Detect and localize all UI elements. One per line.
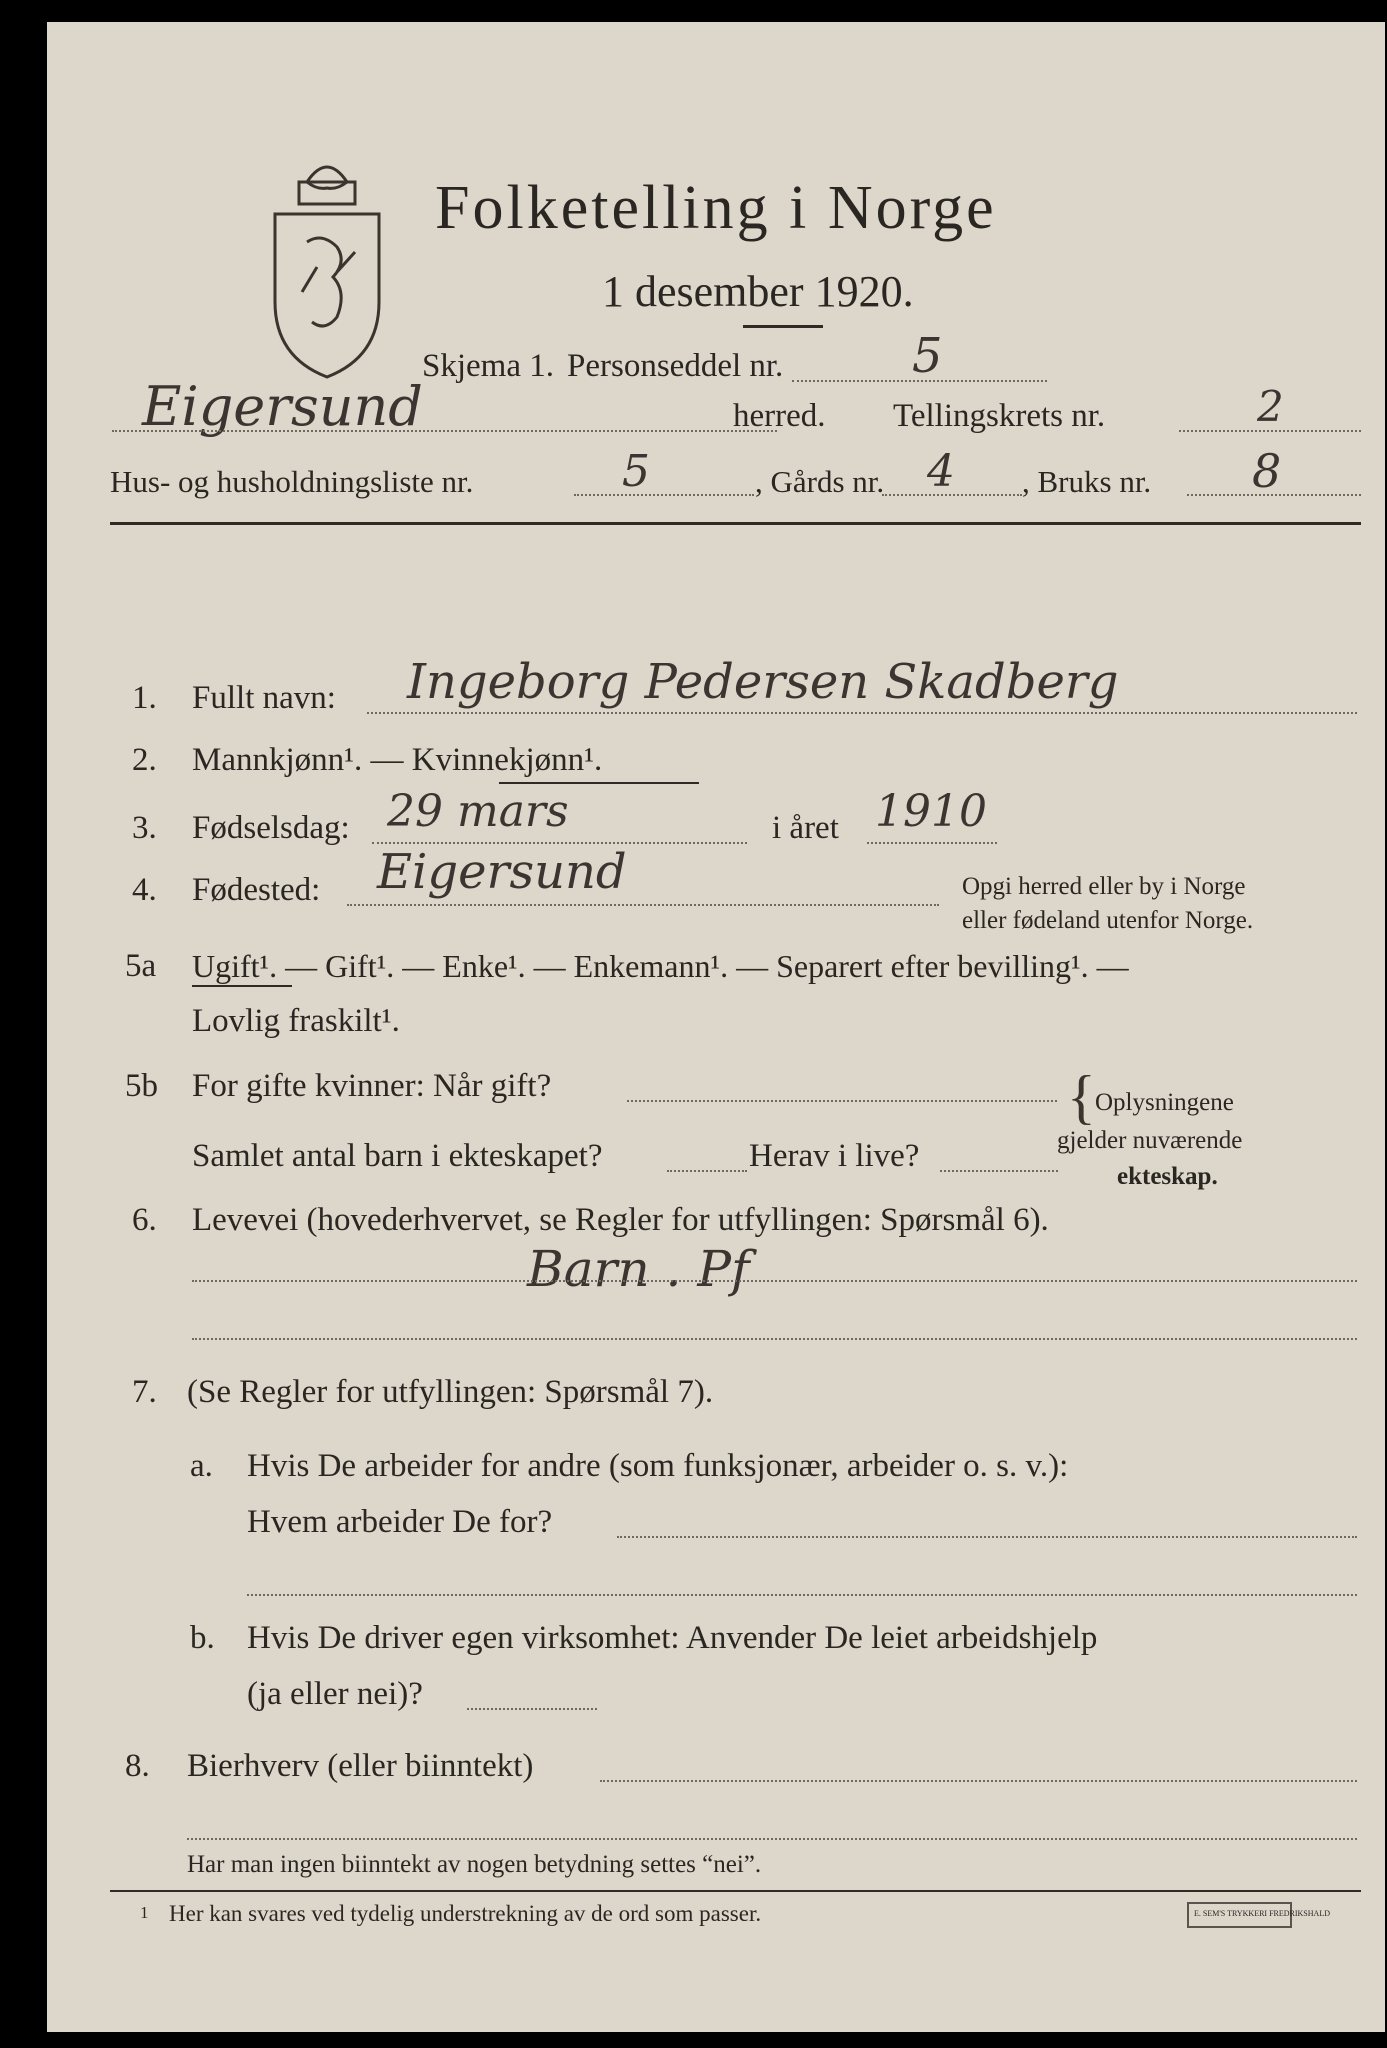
- gards-label: , Gårds nr.: [755, 464, 885, 499]
- q6-number: 6.: [132, 1202, 157, 1238]
- q5b-note-line3: ekteskap.: [1117, 1163, 1218, 1190]
- biinntekt-note: Har man ingen biinntekt av nogen betydning settes “nei”.: [187, 1851, 762, 1878]
- herred-label: herred.: [733, 398, 826, 434]
- q5a-number: 5a: [125, 948, 157, 984]
- q3-year-label: i året: [772, 810, 839, 846]
- footnote-mark: 1: [140, 1903, 149, 1922]
- q2-number: 2.: [132, 742, 157, 778]
- bruks-value: 8: [1252, 444, 1282, 498]
- q4-number: 4.: [132, 872, 157, 908]
- q6-label: Levevei (hovederhvervet, se Regler for utfyllingen: Spørsmål 6).: [192, 1202, 1049, 1238]
- q7a-field-line-2: [247, 1594, 1357, 1596]
- q7a-line2: Hvem arbeider De for?: [247, 1504, 553, 1540]
- birthplace-value: Eigersund: [377, 844, 627, 900]
- q5b-children-field-line: [667, 1170, 747, 1172]
- full-name-value: Ingeborg Pedersen Skadberg: [407, 654, 1119, 710]
- gards-value: 4: [927, 446, 955, 497]
- q5b-alive-field-line: [940, 1170, 1058, 1172]
- q6-field-line-1: [192, 1280, 1357, 1282]
- q5b-alive-label: Herav i live?: [749, 1138, 920, 1174]
- q8-field-line-1: [600, 1780, 1357, 1782]
- municipality-field-line: [112, 430, 777, 432]
- hus-label: Hus- og husholdningsliste nr.: [110, 464, 474, 499]
- kvinnekjonn-underline: [499, 782, 699, 784]
- header-divider: [110, 522, 1361, 525]
- q4-note-line2: eller fødeland utenfor Norge.: [962, 907, 1254, 934]
- q5b-married-field-line: [627, 1100, 1057, 1102]
- q1-field-line: [367, 712, 1357, 714]
- q1-label: Fullt navn:: [192, 680, 336, 716]
- tellingskrets-label: Tellingskrets nr.: [893, 398, 1106, 434]
- footnote-text: Her kan svares ved tydelig understrekning av de ord som passer.: [169, 1901, 762, 1926]
- q1-number: 1.: [132, 680, 157, 716]
- census-form: [47, 22, 1385, 2032]
- q7-number: 7.: [132, 1374, 157, 1410]
- tellingskrets-value: 2: [1257, 382, 1284, 431]
- q3-year-field-line: [867, 842, 997, 844]
- q5b-note-line2: gjelder nuværende: [1057, 1127, 1243, 1154]
- hus-value: 5: [622, 446, 650, 497]
- q5b-children-label: Samlet antal barn i ekteskapet?: [192, 1138, 603, 1174]
- q8-field-line-2: [187, 1838, 1357, 1840]
- q8-number: 8.: [125, 1748, 150, 1784]
- q7b-line1: Hvis De driver egen virksomhet: Anvender De leiet arbeidshjelp: [247, 1620, 1098, 1656]
- q7b-field-line: [467, 1708, 597, 1710]
- q5a-line2: Lovlig fraskilt¹.: [192, 1003, 400, 1039]
- personseddel-value: 5: [912, 328, 943, 384]
- q3-number: 3.: [132, 810, 157, 846]
- q3-label: Fødselsdag:: [192, 810, 350, 846]
- q7a-letter: a.: [190, 1448, 213, 1484]
- q7a-line1: Hvis De arbeider for andre (som funksjonær, arbeider o. s. v.):: [247, 1448, 1069, 1484]
- q4-field-line: [347, 904, 939, 906]
- bruks-label: , Bruks nr.: [1022, 464, 1152, 499]
- q5b-brace: {: [1067, 1064, 1096, 1130]
- q8-label: Bierhverv (eller biinntekt): [187, 1748, 534, 1784]
- q5b-note-line1: Oplysningene: [1095, 1089, 1234, 1116]
- form-title: Folketelling i Norge: [435, 174, 997, 242]
- printer-stamp-text: E. SEM'S TRYKKERI FREDRIKSHALD: [1194, 1909, 1330, 1918]
- coat-of-arms-emblem: [267, 152, 387, 392]
- census-date: 1 desember 1920.: [602, 267, 914, 316]
- q7-label: (Se Regler for utfyllingen: Spørsmål 7).: [187, 1374, 714, 1410]
- q7b-line2: (ja eller nei)?: [247, 1676, 423, 1712]
- q7b-letter: b.: [190, 1620, 215, 1656]
- occupation-value: Barn . Pf: [527, 1240, 750, 1298]
- footer-divider: [110, 1890, 1361, 1892]
- q6-field-line-2: [192, 1338, 1357, 1340]
- birthyear-value: 1910: [875, 786, 987, 837]
- q7a-field-line-1: [617, 1536, 1357, 1538]
- ugift-underline: [192, 985, 292, 987]
- q5a-line1: Ugift¹. — Gift¹. — Enke¹. — Enkemann¹. — Separert efter bevilling¹. —: [192, 948, 1129, 984]
- printer-stamp: [1187, 1902, 1330, 1928]
- personseddel-label: Personseddel nr.: [567, 348, 784, 384]
- hus-field-line: [574, 494, 754, 496]
- q4-label: Fødested:: [192, 872, 321, 908]
- title-divider: [743, 325, 823, 328]
- q5b-line1: For gifte kvinner: Når gift?: [192, 1068, 552, 1104]
- q4-note-line1: Opgi herred eller by i Norge: [962, 873, 1246, 900]
- q5b-number: 5b: [125, 1068, 158, 1104]
- birthdate-value: 29 mars: [387, 786, 569, 837]
- skjema-label: Skjema 1.: [422, 348, 554, 384]
- municipality-value: Eigersund: [142, 375, 423, 438]
- q2-text: Mannkjønn¹. — Kvinnekjønn¹.: [192, 742, 603, 778]
